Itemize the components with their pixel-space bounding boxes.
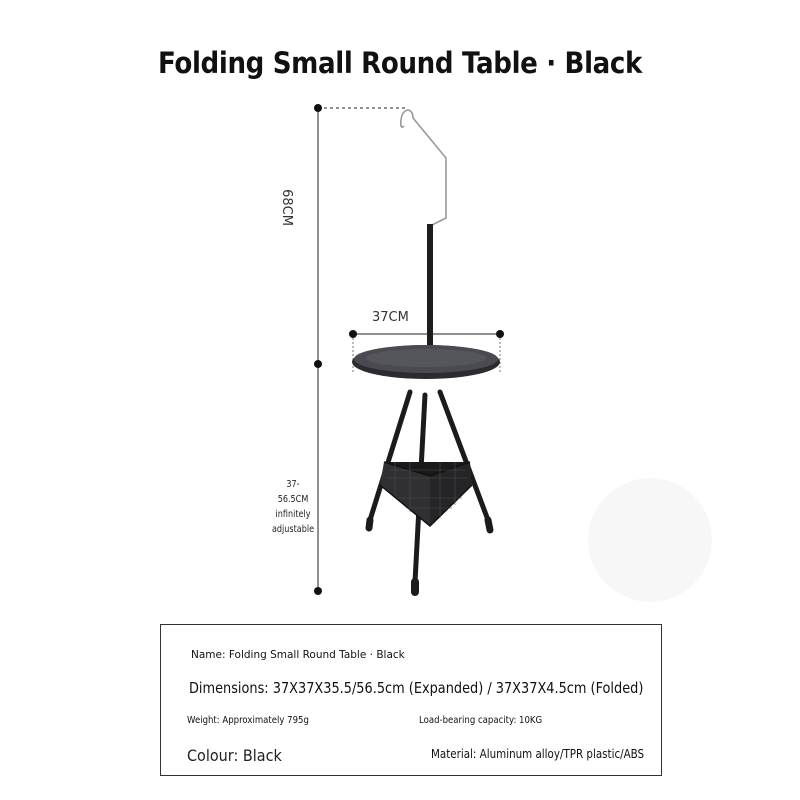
spec-dimensions: Dimensions: 37X37X35.5/56.5cm (Expanded) / 37X37X4.5cm (Folded)	[189, 679, 644, 697]
table-top	[352, 345, 500, 379]
height-label: 68CM	[278, 189, 294, 226]
adjust-text-1: infinitely	[275, 509, 311, 520]
dimension-dot-middle	[314, 360, 322, 368]
dimension-dot-top	[314, 104, 322, 112]
spec-load-capacity: Load-bearing capacity: 10KG	[419, 715, 543, 726]
background-circle	[588, 478, 712, 602]
spec-colour: Colour: Black	[187, 746, 282, 765]
lantern-hook	[401, 110, 446, 225]
storage-net	[380, 462, 472, 526]
spec-weight: Weight: Approximately 795g	[187, 715, 309, 726]
adjust-text-2: adjustable	[271, 524, 315, 535]
width-label: 37CM	[372, 310, 409, 325]
spec-name: Name: Folding Small Round Table · Black	[191, 649, 405, 661]
adjust-range: 37-56.5CM	[277, 479, 309, 505]
spec-material: Material: Aluminum alloy/TPR plastic/ABS	[431, 747, 645, 761]
specifications-box	[160, 624, 662, 776]
page-title: Folding Small Round Table · Black	[157, 46, 643, 80]
dimension-dot-bottom	[314, 587, 322, 595]
center-pole	[427, 224, 433, 364]
adjust-height-label	[272, 477, 315, 537]
